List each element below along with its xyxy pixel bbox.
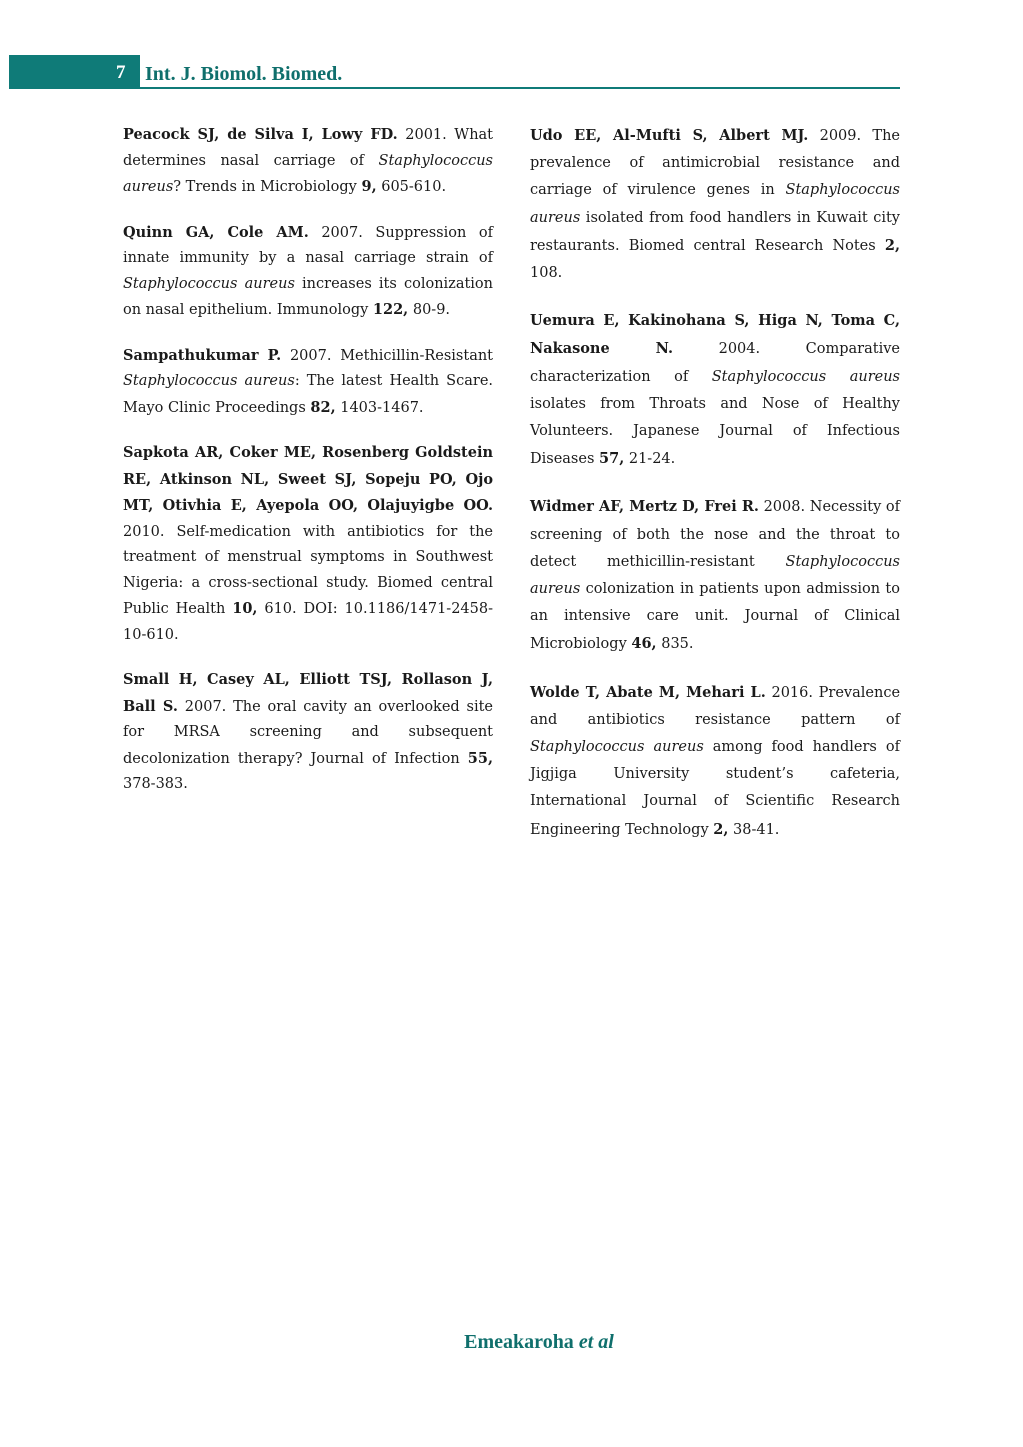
reference-pages: 80-9. [412, 302, 451, 318]
reference-text: Comparative characterization of [530, 341, 900, 385]
reference-text: : The latest Health Scare. Mayo Clinic Proceedings [123, 373, 494, 416]
reference-pages: 835. [661, 636, 694, 653]
reference-pages: 38-41. [733, 821, 780, 838]
reference-authors: Wolde T, Abate M, Mehari L. [530, 683, 766, 701]
reference-text: The prevalence of antimicrobial resistance and carriage of virulence genes in [530, 128, 900, 199]
reference-entry [123, 220, 493, 324]
reference-entry [530, 122, 900, 287]
reference-pages: 378-383. [123, 776, 188, 792]
footer-author-credit [0, 1331, 1023, 1354]
footer-et-al: et al [578, 1331, 614, 1353]
reference-authors: Widmer AF, Mertz D, Frei R. [530, 498, 759, 516]
reference-text: Self-medication with antibiotics for the treatment of menstrual symptoms in Southwest Nigeria: a cross-sectional study. Biomed central Public Health [123, 523, 493, 617]
reference-volume: 9, [361, 178, 377, 195]
reference-entry [123, 122, 493, 201]
reference-volume: 2, [713, 820, 729, 838]
reference-pages: 1403-1467. [340, 399, 424, 416]
reference-pages: 21-24. [628, 451, 676, 468]
reference-year: 2007. [289, 347, 332, 364]
reference-text: Suppression of innate immunity by a nasal carriage strain of [123, 224, 493, 266]
reference-text: isolated from food handlers in Kuwait city restaurants. Biomed central Research Notes [530, 209, 900, 254]
reference-volume: 82, [310, 398, 336, 416]
reference-entry [530, 679, 900, 844]
reference-entry [530, 307, 900, 473]
references-right-column [530, 122, 900, 864]
reference-authors: Sapkota AR, Coker ME, Rosenberg Goldstein RE, Atkinson NL, Sweet SJ, Sopeju PO, Ojo MT, Otivhia E, Ayepola OO, Olajuyigbe OO. [123, 444, 493, 514]
reference-entry [123, 667, 493, 798]
reference-species: Staphylococcus aureus [123, 373, 295, 389]
reference-authors: Sampathukumar P. [123, 346, 282, 364]
reference-text: Prevalence and antibiotics resistance pattern of [530, 684, 901, 728]
reference-year: 2001. [405, 127, 447, 143]
reference-species: Staphylococcus aureus [530, 182, 900, 226]
reference-authors: Quinn GA, Cole AM. [123, 223, 309, 241]
reference-pages: 610. DOI: 10.1186/1471-2458-10-610. [123, 601, 493, 643]
reference-text: isolates from Throats and Nose of Healthy Volunteers. Japanese Journal of Infectious Diseases [530, 395, 900, 468]
footer-author-name: Emeakaroha [464, 1331, 574, 1353]
reference-text: Methicillin-Resistant [340, 347, 493, 364]
reference-text: increases its colonization on nasal epithelium. Immunology [123, 275, 493, 318]
journal-title: Int. J. Biomol. Biomed. [145, 63, 343, 85]
reference-text: Necessity of screening of both the nose and the throat to detect methicillin-resistant [530, 499, 901, 570]
reference-pages: 108. [530, 265, 563, 282]
reference-text: ? Trends in Microbiology [173, 179, 362, 195]
references-left-column [123, 122, 493, 817]
reference-entry [530, 493, 900, 658]
reference-year: 2004. [718, 341, 761, 358]
reference-text: What determines nasal carriage of [123, 127, 494, 169]
reference-entry [123, 440, 493, 648]
reference-authors: Uemura E, Kakinohana S, Higa N, Toma C, Nakasone N. [530, 312, 900, 358]
reference-text: colonization in patients upon admission to an intensive care unit. Journal of Clinical Microbiology [530, 581, 900, 653]
reference-authors: Small H, Casey AL, Elliott TSJ, Rollason J, Ball S. [123, 671, 493, 715]
reference-entry [123, 343, 493, 422]
reference-species: Staphylococcus aureus [530, 739, 704, 756]
reference-authors: Udo EE, Al-Mufti S, Albert MJ. [530, 127, 809, 144]
page-number: 7 [116, 62, 126, 83]
header-rule [140, 87, 900, 89]
reference-year: 2007. [184, 698, 227, 715]
reference-species: Staphylococcus aureus [123, 152, 493, 195]
reference-year: 2010. [123, 523, 165, 540]
reference-volume: 2, [884, 236, 900, 254]
reference-species: Staphylococcus aureus [530, 553, 900, 598]
reference-year: 2008. [763, 499, 806, 516]
reference-year: 2016. [771, 684, 813, 701]
reference-pages: 605-610. [381, 179, 447, 195]
reference-text: The oral cavity an overlooked site for MRSA screening and subsequent decolonization therapy? Journal of Infection [123, 698, 494, 767]
reference-volume: 10, [232, 600, 258, 617]
reference-year: 2009. [819, 128, 862, 144]
reference-volume: 57, [599, 450, 625, 468]
reference-species: Staphylococcus aureus [711, 368, 900, 385]
reference-year: 2007. [321, 224, 363, 241]
reference-text: among food handlers of Jigjiga University student’s cafeteria, International Journal of Scientific Research Engineering Technology [530, 739, 900, 838]
reference-species: Staphylococcus aureus [123, 275, 295, 292]
reference-volume: 46, [631, 635, 657, 653]
reference-authors: Peacock SJ, de Silva I, Lowy FD. [123, 126, 398, 143]
reference-volume: 122, [372, 301, 409, 318]
reference-volume: 55, [467, 749, 493, 767]
